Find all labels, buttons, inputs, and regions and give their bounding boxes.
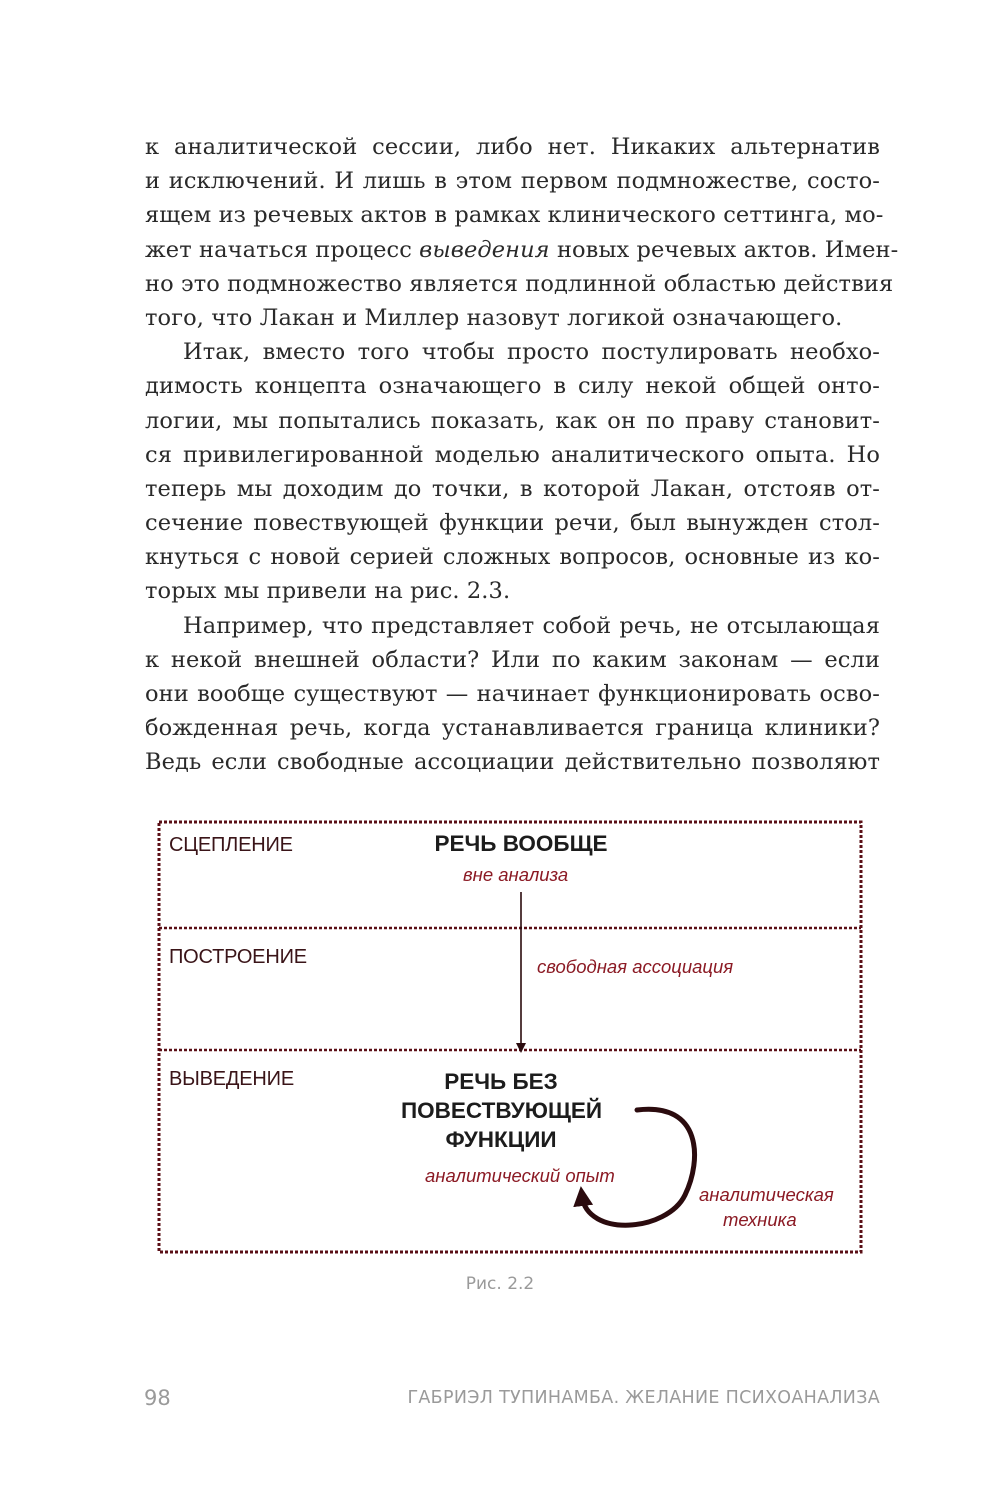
analytic-experience-label: аналитический опыт xyxy=(425,1165,615,1186)
text-line: и исключений. И лишь в этом первом подмножестве, состо- xyxy=(145,168,880,195)
row-label-linking: СЦЕПЛЕНИЕ xyxy=(169,834,293,856)
analytic-technique-label-1: аналитическая xyxy=(699,1184,834,1205)
text-line: Итак, вместо того чтобы просто постулировать необхо- xyxy=(183,339,880,366)
text-line: к аналитической сессии, либо нет. Никаких альтернатив xyxy=(145,134,880,160)
text-fragment: жет начаться процесс xyxy=(145,236,420,263)
analytic-technique-label-2: техника xyxy=(723,1209,797,1230)
free-association-label: свободная ассоциация xyxy=(537,956,734,977)
text-line: но это подмножество является подлинной областью действия xyxy=(145,270,894,297)
text-line: ящем из речевых актов в рамках клинического сеттинга, мо- xyxy=(145,202,884,229)
text-line: логии, мы попытались показать, как он по праву становит- xyxy=(145,407,880,434)
text-line: теперь мы доходим до точки, в которой Лакан, отстояв от- xyxy=(145,475,880,502)
text-line: торых мы привели на рис. 2.3. xyxy=(145,578,511,605)
body-text xyxy=(145,130,899,780)
text-line: кнуться с новой серией сложных вопросов, основные из ко- xyxy=(145,544,880,571)
row-label-construction: ПОСТРОЕНИЕ xyxy=(169,946,307,968)
text-line xyxy=(145,233,899,267)
row-label-derivation: ВЫВЕДЕНИЕ xyxy=(169,1068,294,1090)
figure-caption: Рис. 2.2 xyxy=(465,1274,535,1294)
speech-in-general-title: РЕЧЬ ВООБЩЕ xyxy=(434,831,608,856)
text-line: димость концепта означающего в силу некой общей онто- xyxy=(145,373,880,400)
text-line: они вообще существуют — начинает функционировать осво- xyxy=(145,681,880,707)
text-line: божденная речь, когда устанавливается граница клиники? xyxy=(145,715,880,742)
figure-2-2 xyxy=(157,820,863,1254)
text-line: к некой внешней области? Или по каким законам — если xyxy=(145,646,880,673)
page-number: 98 xyxy=(144,1386,171,1410)
text-line: ся привилегированной моделью аналитического опыта. Но xyxy=(145,441,880,468)
running-head: ГАБРИЭЛ ТУПИНАМБА. ЖЕЛАНИЕ ПСИХОАНАЛИЗА xyxy=(407,1388,880,1408)
text-line: Ведь если свободные ассоциации действительно позволяют xyxy=(145,749,880,776)
speech-without-narrative-title-1: РЕЧЬ БЕЗ xyxy=(444,1069,558,1094)
text-line: сечение повествующей функции речи, был вынужден стол- xyxy=(145,510,880,537)
text-line: того, что Лакан и Миллер назовут логикой означающего. xyxy=(145,304,843,331)
text-fragment: новых речевых актов. Имен- xyxy=(549,236,899,263)
italic-term: выведения xyxy=(419,236,550,263)
text-line: Например, что представляет собой речь, не отсылающая xyxy=(183,612,880,639)
outside-analysis-label: вне анализа xyxy=(463,864,569,885)
speech-without-narrative-title-2: ПОВЕСТВУЮЩЕЙ xyxy=(401,1098,603,1123)
speech-without-narrative-title-3: ФУНКЦИИ xyxy=(445,1127,557,1152)
